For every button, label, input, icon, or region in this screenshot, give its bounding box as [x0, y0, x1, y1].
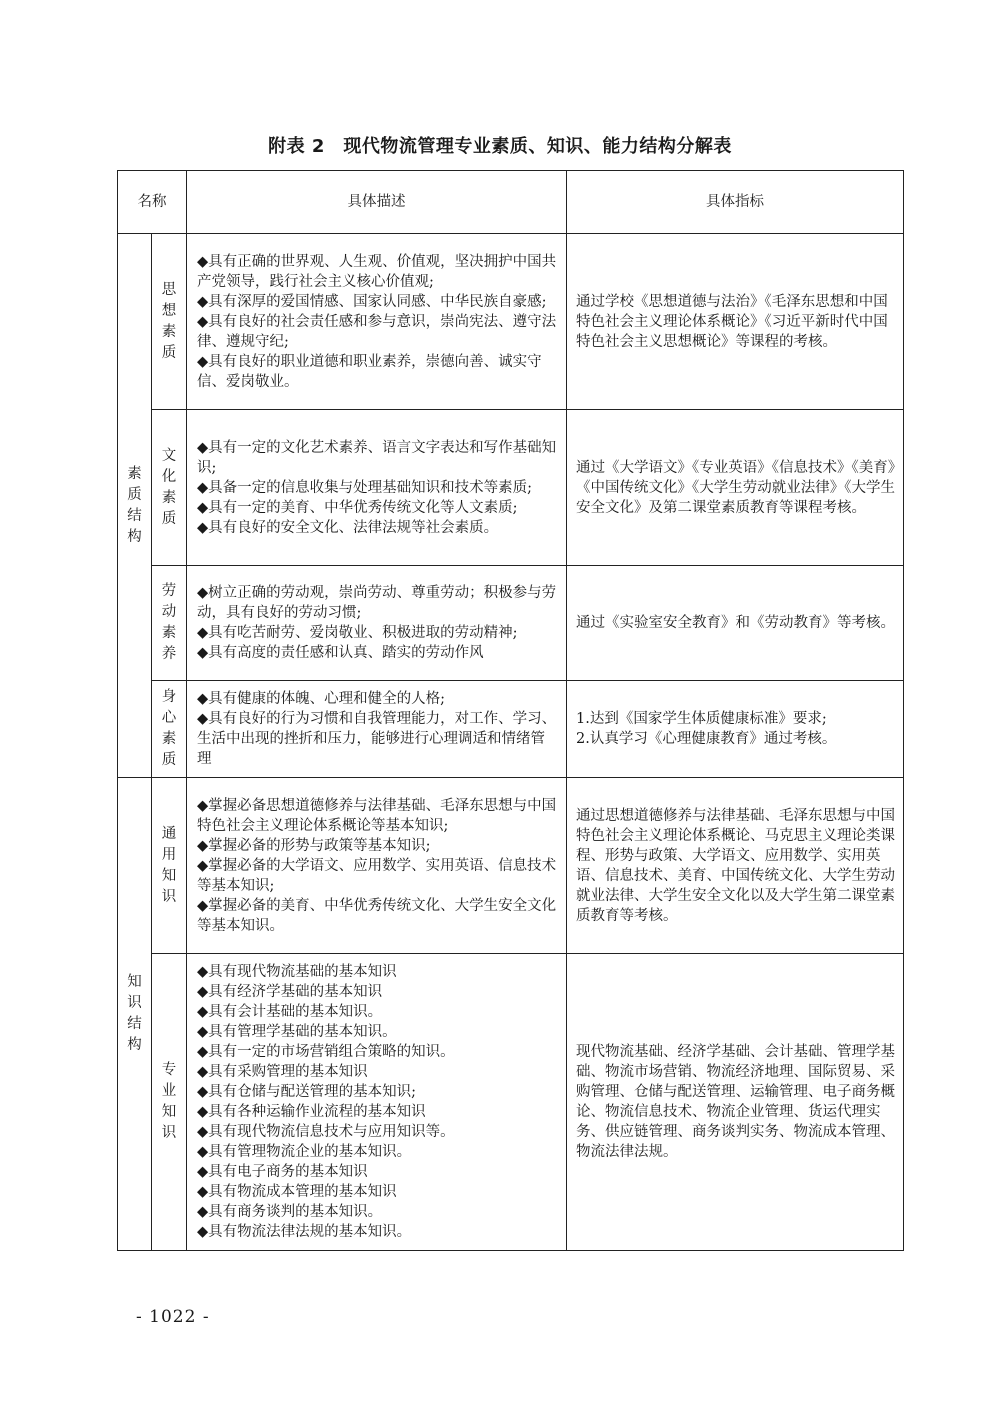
description-item: ◆具有高度的责任感和认真、踏实的劳动作风 — [197, 645, 484, 661]
description-item: ◆掌握必备的大学语文、应用数学、实用英语、信息技术等基本知识; — [197, 857, 557, 894]
structure-table — [117, 170, 904, 1251]
sub-category-cell — [152, 410, 187, 566]
sub-category-label: 思想素质 — [161, 281, 177, 361]
description-item: ◆具有一定的文化艺术素养、语言文字表达和写作基础知识; — [197, 439, 557, 476]
indicator-cell — [567, 566, 904, 681]
indicator-text: 通过《实验室安全教育》和《劳动教育》等考核。 — [576, 615, 895, 631]
table-row — [118, 410, 904, 566]
group-label: 知识结构 — [127, 974, 142, 1053]
description-item: ◆具有良好的社会责任感和参与意识，崇尚宪法、遵守法律、遵规守纪; — [197, 313, 557, 350]
description-cell — [187, 410, 567, 566]
sub-category-cell — [152, 234, 187, 410]
header-name: 名称 — [118, 171, 187, 234]
description-item: ◆具有会计基础的基本知识。 — [197, 1004, 383, 1020]
indicator-text: 通过学校《思想道德与法治》《毛泽东思想和中国特色社会主义理论体系概论》《习近平新时代中国特色社会主义思想概论》等课程的考核。 — [576, 293, 888, 350]
sub-category-cell — [152, 778, 187, 954]
description-cell — [187, 566, 567, 681]
sub-category-cell — [152, 954, 187, 1251]
description-item: ◆具有良好的职业道德和职业素养，崇德向善、诚实守信、爱岗敬业。 — [197, 353, 542, 390]
page-title: 附表 2 现代物流管理专业素质、知识、能力结构分解表 — [268, 136, 732, 157]
sub-category-label: 专业知识 — [161, 1062, 177, 1141]
indicator-cell — [567, 234, 904, 410]
description-item: ◆具有电子商务的基本知识 — [197, 1164, 368, 1180]
sub-category-label: 身心素质 — [161, 689, 177, 768]
description-item: ◆具有经济学基础的基本知识 — [197, 984, 383, 1000]
header-indicator: 具体指标 — [567, 171, 904, 234]
indicator-text: 1.达到《国家学生体质健康标准》要求; — [576, 711, 827, 727]
indicator-cell — [567, 410, 904, 566]
description-item: ◆具有物流法律法规的基本知识。 — [197, 1224, 412, 1240]
description-item: ◆具有吃苦耐劳、爱岗敬业、积极进取的劳动精神; — [197, 625, 518, 641]
description-item: ◆具有各种运输作业流程的基本知识 — [197, 1104, 426, 1120]
description-item: ◆具有物流成本管理的基本知识 — [197, 1184, 397, 1200]
description-cell — [187, 778, 567, 954]
description-item: ◆具有管理学基础的基本知识。 — [197, 1024, 397, 1040]
description-cell — [187, 681, 567, 778]
page-number: - 1022 - — [136, 1307, 210, 1327]
description-item: ◆具有一定的市场营销组合策略的知识。 — [197, 1044, 455, 1060]
description-item: ◆具有采购管理的基本知识 — [197, 1064, 368, 1080]
group-label: 素质结构 — [127, 465, 142, 545]
description-item: ◆具有现代物流信息技术与应用知识等。 — [197, 1124, 455, 1140]
description-item: ◆具备一定的信息收集与处理基础知识和技术等素质; — [197, 479, 533, 496]
indicator-text: 通过思想道德修养与法律基础、毛泽东思想与中国特色社会主义理论体系概论、马克思主义理论类课程、形势与政策、大学语文、应用数学、实用英语、信息技术、美育、中国传统文化、大学生劳动就业法律、大学生安全文化以及大学生第二课堂素质教育等考核。 — [576, 807, 895, 924]
table-row — [118, 681, 904, 778]
sub-category-label: 通用知识 — [161, 825, 177, 905]
sub-category-label: 文化素质 — [161, 447, 177, 527]
indicator-cell — [567, 681, 904, 778]
header-description: 具体描述 — [187, 171, 567, 234]
table-row — [118, 566, 904, 681]
table-row — [118, 954, 904, 1251]
description-item: ◆具有良好的安全文化、法律法规等社会素质。 — [197, 519, 499, 536]
group-cell-knowledge — [118, 778, 152, 1251]
description-item: ◆具有仓储与配送管理的基本知识; — [197, 1084, 417, 1100]
sub-category-cell — [152, 566, 187, 681]
description-item: ◆掌握必备的形势与政策等基本知识; — [197, 837, 431, 854]
description-item: ◆具有健康的体魄、心理和健全的人格; — [197, 691, 446, 707]
description-item: ◆具有管理物流企业的基本知识。 — [197, 1144, 412, 1160]
table-row — [118, 778, 904, 954]
description-item: ◆具有良好的行为习惯和自我管理能力，对工作、学习、生活中出现的挫折和压力，能够进行心理调适和情绪管理 — [197, 711, 557, 767]
description-item: ◆具有深厚的爱国情感、国家认同感、中华民族自豪感; — [197, 293, 547, 310]
sub-category-label: 劳动素养 — [161, 583, 177, 662]
description-item: ◆具有现代物流基础的基本知识 — [197, 964, 397, 980]
indicator-cell — [567, 778, 904, 954]
description-cell — [187, 954, 567, 1251]
indicator-text: 2.认真学习《心理健康教育》通过考核。 — [576, 731, 837, 747]
group-cell-quality — [118, 234, 152, 778]
description-item: ◆树立正确的劳动观，崇尚劳动、尊重劳动；积极参与劳动，具有良好的劳动习惯; — [197, 585, 557, 621]
indicator-text: 现代物流基础、经济学基础、会计基础、管理学基础、物流市场营销、物流经济地理、国际贸易、采购管理、仓储与配送管理、运输管理、电子商务概论、物流信息技术、物流企业管理、货运代理实务、供应链管理、商务谈判实务、物流成本管理、物流法律法规。 — [576, 1044, 895, 1160]
description-item: ◆具有正确的世界观、人生观、价值观，坚决拥护中国共产党领导，践行社会主义核心价值观; — [197, 253, 557, 290]
indicator-cell — [567, 954, 904, 1251]
description-item: ◆具有商务谈判的基本知识。 — [197, 1204, 383, 1220]
header-row — [118, 171, 904, 234]
description-item: ◆掌握必备思想道德修养与法律基础、毛泽东思想与中国特色社会主义理论体系概论等基本知识; — [197, 797, 557, 834]
description-cell — [187, 234, 567, 410]
description-item: ◆具有一定的美育、中华优秀传统文化等人文素质; — [197, 499, 518, 516]
table-row — [118, 234, 904, 410]
indicator-text: 通过《大学语文》《专业英语》《信息技术》《美育》《中国传统文化》《大学生劳动就业法律》《大学生安全文化》及第二课堂素质教育等课程考核。 — [576, 459, 895, 516]
sub-category-cell — [152, 681, 187, 778]
description-item: ◆掌握必备的美育、中华优秀传统文化、大学生安全文化等基本知识。 — [197, 897, 557, 934]
